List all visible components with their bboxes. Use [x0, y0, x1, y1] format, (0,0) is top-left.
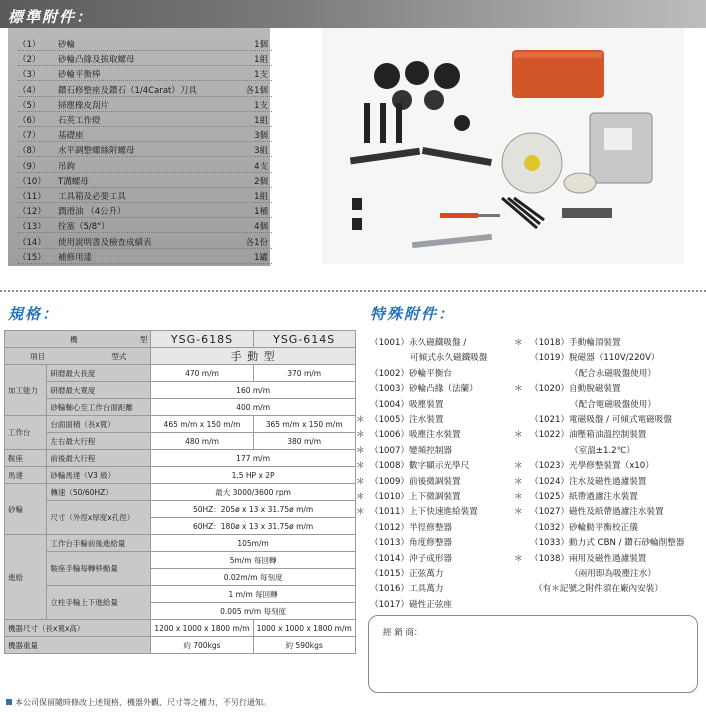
special-item: （1019）脫磁器（110V/220V） [530, 353, 660, 364]
accessory-row [18, 233, 272, 249]
model-1: YSG-618S [151, 331, 253, 348]
special-item: （1016）工具萬力 [370, 584, 444, 595]
row-label: 工作台手輪前後進給量 [47, 535, 151, 552]
accessory-row [18, 50, 272, 66]
accessory-qty: 各1份 [245, 237, 268, 248]
group-weight: 機器重量 [5, 637, 151, 654]
row-label: 砂輪馬達（V3 級） [47, 467, 151, 484]
group-saddle: 鞍座 [5, 450, 47, 467]
group-table: 工作台 [5, 416, 47, 450]
accessory-num: （4） [18, 85, 41, 96]
accessory-num: （5） [18, 100, 41, 111]
accessories-photo [322, 28, 684, 264]
cell-value: 1.5 HP x 2P [151, 467, 355, 484]
install-mark: ＊ [514, 553, 523, 564]
accessory-num: （13） [18, 222, 46, 233]
accessory-name: 基礎座 [58, 131, 84, 142]
accessory-row [18, 187, 272, 203]
special-item: （1024）注水及磁性過濾裝置 [530, 476, 647, 487]
special-item: （1015）正弦萬力 [370, 569, 444, 579]
accessory-name: 水平調整螺絲附螺母 [58, 146, 135, 157]
group-capacity: 加工能力 [5, 365, 47, 416]
special-item: （有＊記號之附件須在廠內安裝） [534, 584, 663, 595]
accessory-qty: 4個 [254, 222, 268, 233]
operation-mode: 手 動 型 [151, 348, 355, 365]
install-mark: ＊ [514, 430, 523, 441]
accessory-qty: 1支 [254, 100, 268, 111]
accessory-name: 工具箱及必要工具 [58, 192, 127, 202]
accessory-qty: 1組 [254, 116, 268, 126]
special-accessories-title: 特殊附件： [370, 305, 456, 323]
special-item: （1001）永久磁鐵吸盤 / [370, 338, 467, 348]
accessory-num: （9） [18, 161, 41, 172]
accessory-name: 砂輪凸緣及拔取螺母 [58, 55, 135, 66]
accessory-num: （10） [18, 176, 46, 187]
install-mark: ＊ [514, 384, 523, 395]
accessory-name: 砂輪 [58, 40, 76, 50]
special-item: （1027）磁性及紙帶過濾注水裝置 [530, 507, 664, 518]
accessory-qty: 1桶 [254, 207, 268, 218]
group-motor: 馬達 [5, 467, 47, 484]
accessory-name: 吊鉤 [58, 161, 76, 172]
accessory-row [18, 81, 272, 97]
special-item: （1022）油壓箱油溫控制裝置 [530, 430, 647, 441]
special-item: 可傾式永久磁鐵吸盤 [410, 353, 488, 364]
install-mark: ＊ [356, 430, 365, 441]
cell-value: 480 m/m [151, 433, 253, 450]
accessory-row [18, 126, 272, 142]
accessory-row [18, 157, 272, 173]
accessory-qty: 1支 [254, 70, 268, 81]
accessory-name: 潤滑油 （4公升） [58, 207, 126, 218]
row-label: 尺寸（外徑x厚度x孔徑） [47, 501, 151, 535]
accessory-qty: 1組 [254, 192, 268, 202]
special-item: （1038）兩用及磁性過濾裝置 [530, 553, 647, 564]
group-size: 機器尺寸（長x寬x高） [5, 620, 151, 637]
special-item: （1009）前後微調裝置 [370, 476, 461, 487]
footer-text: 本公司保留隨時修改上述規格、機器外觀、尺寸等之權力，不另行通知。 [15, 698, 271, 707]
cell-value: 380 m/m [253, 433, 355, 450]
row-label: 台面面積（長x寬） [47, 416, 151, 433]
cell-value: 60HZ：180ø x 13 x 31.75ø m/m [151, 518, 355, 535]
accessory-num: （2） [18, 55, 41, 66]
special-item: （1025）紙帶過濾注水裝置 [530, 492, 638, 502]
accessory-num: （7） [18, 131, 41, 142]
cell-value: 1000 x 1000 x 1800 m/m [253, 620, 355, 637]
install-mark: ＊ [514, 476, 523, 487]
accessory-name: 石英工作燈 [58, 116, 101, 126]
special-item: （1020）自動脫磁裝置 [530, 384, 621, 395]
special-item: （1012）半徑修整器 [370, 522, 453, 533]
install-mark: ＊ [356, 492, 365, 502]
special-item: （兩用即為吸塵注水） [570, 569, 656, 579]
accessory-qty: 1罐 [254, 252, 268, 263]
cell-value: 約 700kgs [151, 637, 253, 654]
accessory-qty: 3個 [254, 131, 268, 142]
accessory-name: 使用說明書及檢查成績表 [58, 237, 152, 248]
cell-value: 最大 3000/3600 rpm [151, 484, 355, 501]
accessory-name: 拴塞（5/8"） [58, 222, 110, 233]
cell-value: 1 m/m 每回轉 [151, 586, 355, 603]
cell-value: 50HZ：205ø x 13 x 31.75ø m/m [151, 501, 355, 518]
cell-value: 160 m/m [151, 382, 355, 399]
spec-title: 規格： [8, 305, 60, 323]
header-band [0, 0, 706, 28]
row-label: 轉速（50/60HZ） [47, 484, 151, 501]
cell-value: 400 m/m [151, 399, 355, 416]
accessory-qty: 1個 [254, 40, 268, 50]
header-item-type: 項目 型式 [5, 348, 151, 365]
special-item: （1007）變頻控制器 [370, 445, 453, 456]
accessory-qty: 各1個 [245, 85, 268, 96]
accessory-row [18, 172, 272, 188]
accessory-row [18, 217, 272, 233]
cell-value: 5m/m 每回轉 [151, 552, 355, 569]
accessory-qty: 1組 [254, 55, 268, 66]
standard-accessories-section [0, 0, 706, 272]
special-item: （1018）手動輪頂裝置 [530, 338, 621, 348]
special-item: （1002）砂輪平衡台 [370, 368, 453, 379]
accessory-qty: 3組 [254, 146, 268, 157]
accessory-name: 砂輪平衡棒 [58, 70, 101, 81]
special-item: （1010）上下微調裝置 [370, 492, 461, 502]
install-mark: ＊ [356, 507, 365, 518]
install-mark: ＊ [514, 492, 523, 502]
model-2: YSG-614S [253, 331, 355, 348]
special-item: （1004）吸塵裝置 [370, 399, 444, 410]
accessory-qty: 2個 [254, 176, 268, 187]
group-feed: 進給 [5, 535, 47, 620]
accessory-list-panel [8, 28, 270, 266]
install-mark: ＊ [356, 445, 365, 456]
cell-value: 370 m/m [253, 365, 355, 382]
accessory-num: （12） [18, 207, 46, 218]
special-item: （室溫±1.2℃） [570, 445, 635, 456]
special-item: （1033）動力式 CBN / 鑽石砂輪削整器 [530, 538, 685, 549]
cell-value: 0.005 m/m 每刻度 [151, 603, 355, 620]
special-item: （1006）吸塵注水裝置 [370, 430, 461, 441]
accessory-row [18, 202, 272, 218]
standard-accessories-title: 標準附件： [8, 8, 94, 26]
special-item: （1011）上下快速進給裝置 [370, 507, 478, 518]
special-item: （1021）電磁吸盤 / 可傾式電磁吸盤 [530, 415, 672, 425]
accessory-row [18, 65, 272, 81]
accessory-num: （1） [18, 40, 41, 50]
special-item: （1008）數字顯示光學尺 [370, 461, 470, 472]
spec-table [4, 330, 354, 654]
cell-value: 105m/m [151, 535, 355, 552]
special-item: （1003）砂輪凸緣（法蘭） [370, 384, 478, 395]
accessory-row [18, 248, 272, 264]
bullet-square-icon [6, 699, 12, 705]
install-mark: ＊ [514, 338, 523, 348]
accessory-name: T溝螺母 [58, 176, 89, 187]
cell-value: 約 590kgs [253, 637, 355, 654]
cell-value: 465 m/m x 150 m/m [151, 416, 253, 433]
accessory-row [18, 96, 272, 112]
accessory-name: 鑽石修整座及鑽石（1/4Carat）刀具 [58, 85, 197, 96]
special-item: （1032）砂輪動平衡校正儀 [530, 522, 638, 533]
special-item: （1013）角度修整器 [370, 538, 453, 549]
special-item: （1017）磁性正弦座 [370, 599, 453, 610]
install-mark: ＊ [356, 415, 365, 425]
special-item: （配合永磁吸盤使用） [570, 368, 656, 379]
install-mark: ＊ [514, 507, 523, 518]
accessory-num: （11） [18, 192, 46, 202]
accessory-num: （3） [18, 70, 41, 81]
cell-value: 177 m/m [151, 450, 355, 467]
row-label: 左右最大行程 [47, 433, 151, 450]
install-mark: ＊ [356, 461, 365, 472]
header-machine-model: 機 型 [5, 331, 151, 348]
special-item: （1014）沖子成形器 [370, 553, 453, 564]
install-mark: ＊ [514, 461, 523, 472]
accessory-qty: 4支 [254, 161, 268, 172]
cell-value: 1200 x 1000 x 1800 m/m [151, 620, 253, 637]
accessory-row [18, 141, 272, 157]
special-item: （配合電磁吸盤使用） [570, 399, 656, 410]
accessory-num: （8） [18, 146, 41, 157]
footer-note [6, 697, 271, 708]
accessory-num: （6） [18, 116, 41, 126]
special-item: （1005）注水裝置 [370, 415, 444, 425]
accessory-name: 補修用漆 [58, 252, 93, 263]
accessory-name: 掃塵橡皮刮片 [58, 100, 110, 111]
accessory-num: （14） [18, 237, 46, 248]
cell-value: 470 m/m [151, 365, 253, 382]
dealer-box [368, 615, 698, 693]
cell-value: 0.02m/m 每刻度 [151, 569, 355, 586]
install-mark: ＊ [356, 476, 365, 487]
row-label: 鞍座手輪每轉移動量 [47, 552, 151, 586]
accessory-num: （15） [18, 252, 46, 263]
row-label: 砂輪軸心至工作台面距離 [47, 399, 151, 416]
section-divider [0, 290, 706, 292]
row-label: 研磨最大寬度 [47, 382, 151, 399]
accessory-row [18, 35, 272, 51]
accessory-row [18, 111, 272, 127]
special-item: （1023）光學修整裝置（x10） [530, 461, 654, 472]
row-label: 立柱手輪上下進給量 [47, 586, 151, 620]
row-label: 前後最大行程 [47, 450, 151, 467]
dealer-label: 經 銷 商： [383, 628, 423, 638]
row-label: 研磨最大長度 [47, 365, 151, 382]
group-wheel: 砂輪 [5, 484, 47, 535]
cell-value: 365 m/m x 150 m/m [253, 416, 355, 433]
